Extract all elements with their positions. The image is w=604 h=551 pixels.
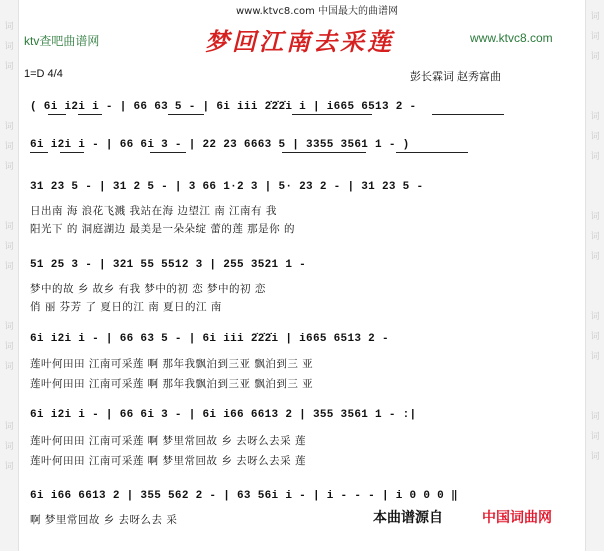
watermark-char: 词 [590,212,600,222]
beam-underline [432,114,504,115]
watermark-char: 词 [590,312,600,322]
watermark-char: 词 [590,232,600,242]
watermark-char: 词 [4,162,14,172]
site-url-right: www.ktvc8.com [470,31,553,45]
lyric-line-3a: 日出南 海 浪花飞溅 我站在海 边望江 南 江南有 我 [30,205,277,217]
beam-underline [150,152,186,153]
lyric-line-6b: 莲叶何田田 江南可采莲 啊 梦里常回故 乡 去呀么去采 莲 [30,455,307,467]
beam-underline [78,114,102,115]
beam-underline [168,114,204,115]
watermark-char: 词 [4,142,14,152]
watermark-char: 词 [590,32,600,42]
right-margin-strip [585,0,604,551]
watermark-char: 词 [590,432,600,442]
watermark-char: 词 [4,422,14,432]
watermark-char: 词 [590,132,600,142]
lyric-line-5b: 莲叶何田田 江南可采莲 啊 那年我飘泊到三亚 飘泊到三 亚 [30,378,314,390]
lyric-line-4b: 俏 丽 芬芳 了 夏日的江 南 夏日的江 南 [30,301,222,313]
key-meter: 1=D 4/4 [24,68,63,80]
watermark-char: 词 [4,62,14,72]
watermark-char: 词 [4,262,14,272]
notation-line-7: 6i i66 6613 2 | 355 562 2 - | 63 56i i - | i - - - | i 0 0 0 ‖ [30,490,458,502]
song-title: 梦回江南去采莲 [205,27,394,56]
watermark-char: 词 [590,332,600,342]
lyric-line-3b: 阳光下 的 洞庭湖边 最美是一朵朵绽 蕾的莲 那是你 的 [30,223,296,235]
watermark-char: 词 [590,52,600,62]
watermark-char: 词 [590,452,600,462]
beam-underline [396,152,468,153]
watermark-char: 词 [590,112,600,122]
lyric-line-5a: 莲叶何田田 江南可采莲 啊 那年我飘泊到三亚 飘泊到三 亚 [30,358,314,370]
watermark-char: 词 [4,222,14,232]
watermark-char: 词 [4,462,14,472]
notation-line-6: 6i i2i i - | 66 6i 3 - | 6i i66 6613 2 | 355 3561 1 - :| [30,409,417,421]
watermark-char: 词 [590,412,600,422]
watermark-char: 词 [4,362,14,372]
watermark-char: 词 [4,342,14,352]
credits: 彭长霖词 赵秀富曲 [410,71,502,83]
watermark-char: 词 [4,122,14,132]
watermark-char: 词 [4,242,14,252]
source-label: 本曲谱源自 [373,510,443,526]
watermark-char: 词 [4,322,14,332]
lyric-line-4a: 梦中的故 乡 故乡 有我 梦中的初 恋 梦中的初 恋 [30,283,266,295]
brand-name: 中国词曲网 [482,510,552,526]
beam-underline [48,114,66,115]
watermark-char: 词 [4,22,14,32]
watermark-char: 词 [4,42,14,52]
watermark-char: 词 [590,152,600,162]
notation-line-5: 6i i2i i - | 66 63 5 - | 6i iii 2̇2̇2̇i | i665 6513 2 - [30,333,389,345]
notation-line-3: 31 23 5 - | 31 2 5 - | 3 66 1·2 3 | 5· 23 2 - | 31 23 5 - [30,181,424,193]
top-url-banner: www.ktvc8.com 中国最大的曲谱网 [236,6,399,17]
beam-underline [60,152,84,153]
notation-line-1: ( 6i i2i i - | 66 63 5 - | 6i iii 2̇2̇2̇i i | i665 6513 2 - [30,101,417,113]
beam-underline [30,152,48,153]
watermark-char: 词 [590,12,600,22]
watermark-char: 词 [590,252,600,262]
lyric-line-7a: 啊 梦里常回故 乡 去呀么去 采 [30,514,178,526]
beam-underline [292,114,372,115]
site-name-left: ktv查吧曲谱网 [24,34,100,48]
watermark-char: 词 [590,352,600,362]
beam-underline [282,152,366,153]
left-margin-strip [0,0,19,551]
notation-line-4: 51 25 3 - | 321 55 5512 3 | 255 3521 1 - [30,259,307,271]
lyric-line-6a: 莲叶何田田 江南可采莲 啊 梦里常回故 乡 去呀么去采 莲 [30,435,307,447]
watermark-char: 词 [4,442,14,452]
notation-line-2: 6i i2i i - | 66 6i 3 - | 22 23 6663 5 | 3355 3561 1 - ) [30,139,410,151]
